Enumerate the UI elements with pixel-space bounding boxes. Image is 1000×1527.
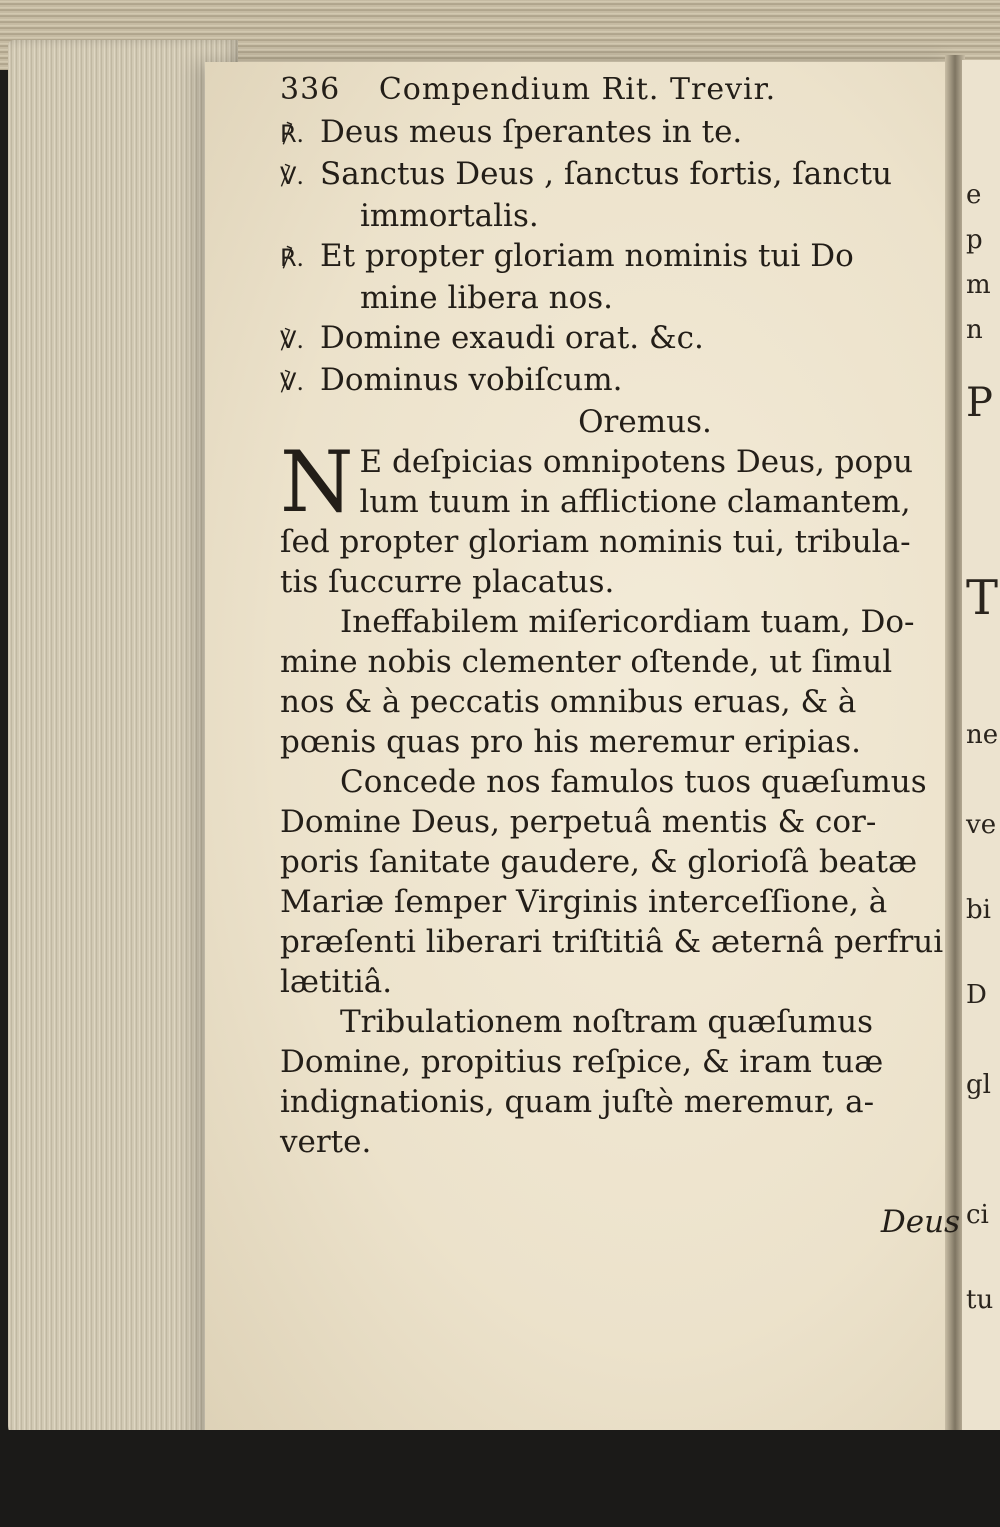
fragment: ve xyxy=(966,810,997,840)
versicle-symbol: ℣. xyxy=(280,368,305,396)
versicle-line xyxy=(280,112,960,154)
prayer-line: ſed propter gloriam nominis tui, tribula- xyxy=(280,524,911,560)
fragment: e xyxy=(966,180,982,210)
line-text: Domine exaudi orat. &c. xyxy=(320,320,704,356)
page-text xyxy=(280,70,960,1242)
page-edges xyxy=(8,40,238,1440)
line-text: immortalis. xyxy=(360,198,539,234)
prayer-line: Mariæ ſemper Virginis interceſſione, à xyxy=(280,884,888,920)
line-text: Deus meus ſperantes in te. xyxy=(320,114,743,150)
prayer-line: Ineffabilem miſericordiam tuam, Do- xyxy=(340,604,915,640)
line-text: Et propter gloriam nominis tui Do xyxy=(320,238,854,274)
prayer-line: Concede nos famulos tuos quæſumus xyxy=(340,764,927,800)
prayer-line: poris ſanitate gaudere, & glorioſâ beatæ xyxy=(280,844,918,880)
line-text: mine libera nos. xyxy=(360,280,614,316)
prayer-line: mine nobis clementer oſtende, ut ſimul xyxy=(280,644,893,680)
fragment: ne xyxy=(966,720,999,750)
prayer-line: lum tuum in afflictione clamantem, xyxy=(359,484,911,520)
line-text: Dominus vobiſcum. xyxy=(320,362,623,398)
prayer-line: lætitiâ. xyxy=(280,964,393,1000)
versicle-line xyxy=(280,236,960,278)
oremus-heading: Oremus. xyxy=(578,404,712,440)
fragment: T xyxy=(966,570,999,626)
running-title: Compendium Rit. Trevir. xyxy=(378,72,777,107)
prayer-paragraph xyxy=(280,762,960,1002)
running-header xyxy=(280,70,960,110)
prayer-line: Tribulationem noſtram quæſumus xyxy=(340,1004,873,1040)
versicle-line xyxy=(280,318,960,360)
fragment: D xyxy=(966,980,987,1010)
drop-capital: N xyxy=(280,442,354,531)
fragment: bi xyxy=(966,895,991,925)
fragment: tu xyxy=(966,1285,994,1315)
prayer-paragraph xyxy=(280,602,960,762)
catchword: Deus xyxy=(880,1204,960,1240)
prayer-line: præſenti liberari triſtitiâ & æternâ perfrui xyxy=(280,924,944,960)
prayer-line: tis ſuccurre placatus. xyxy=(280,564,615,600)
versicle-symbol: ℣. xyxy=(280,326,305,354)
prayer-paragraph xyxy=(280,442,960,602)
response-symbol: ℟. xyxy=(280,120,305,148)
fragment: n xyxy=(966,315,983,345)
continuation-line xyxy=(280,278,960,318)
prayer-line: E deſpicias omnipotens Deus, popu xyxy=(359,444,914,480)
right-page-fragment xyxy=(962,60,1000,1460)
background-shadow xyxy=(0,1430,1000,1527)
prayer-line: nos & à peccatis omnibus eruas, & à xyxy=(280,684,857,720)
prayer-line: Domine, propitius reſpice, & iram tuæ xyxy=(280,1044,884,1080)
fragment: m xyxy=(966,270,991,300)
prayer-paragraph xyxy=(280,1002,960,1162)
line-text: Sanctus Deus , ſanctus fortis, ſanctu xyxy=(320,156,892,192)
versicle-line xyxy=(280,360,960,402)
versicle-line xyxy=(280,154,960,196)
versicle-symbol: ℣. xyxy=(280,162,305,190)
fragment: gl xyxy=(966,1070,991,1100)
prayer-line: Domine Deus, perpetuâ mentis & cor- xyxy=(280,804,877,840)
fragment: p xyxy=(966,225,983,255)
fragment: ci xyxy=(966,1200,989,1230)
prayer-line: indignationis, quam juſtè meremur, a- xyxy=(280,1084,875,1120)
prayer-line: pœnis quas pro his meremur eripias. xyxy=(280,724,862,760)
continuation-line xyxy=(280,196,960,236)
page-number: 336 xyxy=(280,72,341,107)
prayer-line: verte. xyxy=(280,1124,372,1160)
response-symbol: ℟. xyxy=(280,244,305,272)
fragment: P xyxy=(966,380,993,426)
